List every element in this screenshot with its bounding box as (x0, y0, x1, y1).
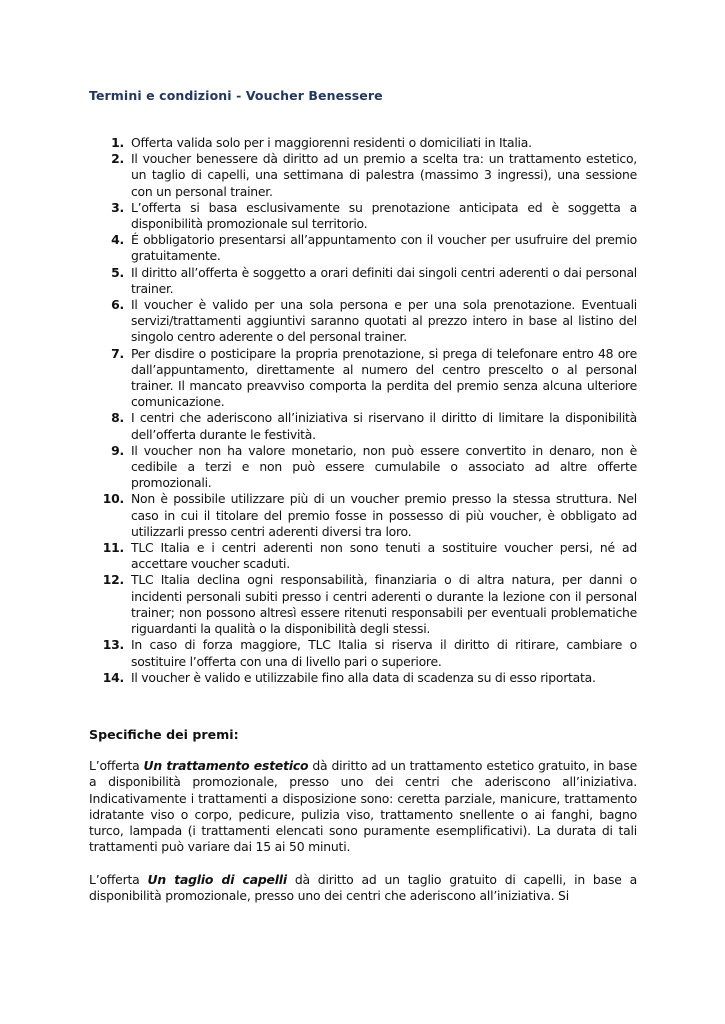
document-title: Termini e condizioni - Voucher Benessere (89, 88, 383, 103)
prizes-heading: Specifiche dei premi: (89, 727, 239, 742)
prize-description: dà diritto ad un trattamento estetico gratuito, in base a disponibilità promozionale, presso uno dei centri che aderiscono all’iniziativa. Indicativamente i trattamenti a disposizione sono: ceretta parziale, manicure, trattamento idratante viso o corpo, pedicure, pulizia viso, trattamento snellente o ai fanghi, bagno turco, lampada (i trattamenti elencati sono puramente esemplificativi). La durata di tali trattamenti può variare dai 15 ai 50 minuti. (89, 758, 637, 855)
terms-item (96, 200, 637, 232)
terms-item-number: 10. (102, 491, 124, 507)
prize-paragraph-trattamento-estetico (89, 758, 637, 856)
terms-item (96, 670, 637, 686)
prize-description: dà diritto ad un taglio gratuito di capelli, in base a disponibilità promozionale, presso uno dei centri che aderiscono all’iniziativa. Si (89, 872, 637, 904)
terms-item (96, 540, 637, 572)
terms-item-text: Non è possibile utilizzare più di un voucher premio presso la stessa struttura. Nel caso in cui il titolare del premio fosse in possesso di più voucher, è obbligato ad utilizzarli presso centri aderenti diversi tra loro. (131, 491, 637, 539)
terms-item-text: Il diritto all’offerta è soggetto a orari definiti dai singoli centri aderenti o dai personal trainer. (131, 264, 637, 296)
terms-item (96, 265, 637, 297)
terms-item-number: 1. (111, 135, 124, 150)
terms-item-number: 13. (102, 637, 124, 653)
terms-item-number: 5. (111, 264, 124, 280)
terms-item-text: Per disdire o posticipare la propria prenotazione, si prega di telefonare entro 48 ore dall’appuntamento, direttamente al numero del centro prescelto o al personal trainer. Il mancato preavviso comporta la perdita del premio senza alcuna ulteriore comunicazione. (131, 345, 637, 410)
terms-item (96, 491, 637, 540)
terms-item-number: 11. (102, 540, 124, 556)
terms-item-number: 9. (111, 442, 124, 458)
terms-item-text: TLC Italia e i centri aderenti non sono tenuti a sostituire voucher persi, né ad accettare voucher scaduti. (131, 540, 637, 572)
prize-prefix: L’offerta (89, 872, 148, 887)
terms-item-text: Il voucher è valido per una sola persona e per una sola prenotazione. Eventuali servizi/trattamenti aggiuntivi saranno quotati al prezzo intero in base al listino del singolo centro aderente o del personal trainer. (131, 297, 637, 345)
terms-item (96, 637, 637, 669)
terms-item-text: TLC Italia declina ogni responsabilità, finanziaria o di altra natura, per danni o incidenti personali subiti presso i centri aderenti o durante la lezione con il personal trainer; non possono altresì essere ritenuti responsabili per eventuali problematiche riguardanti la qualità o la disponibilità degli stessi. (131, 572, 637, 637)
terms-item-text: Il voucher benessere dà diritto ad un premio a scelta tra: un trattamento estetico, un taglio di capelli, una settimana di palestra (massimo 3 ingressi), una sessione con un personal trainer. (131, 151, 637, 199)
terms-item-text: Il voucher è valido e utilizzabile fino alla data di scadenza su di esso riportata. (131, 669, 596, 685)
terms-item-text: É obbligatorio presentarsi all’appuntamento con il voucher per usufruire del premio gratuitamente. (131, 232, 637, 264)
terms-item-number: 6. (111, 297, 124, 313)
terms-item-text: In caso di forza maggiore, TLC Italia si riserva il diritto di ritirare, cambiare o sostituire l’offerta con una di livello pari o superiore. (131, 637, 637, 669)
terms-item-text: I centri che aderiscono all’iniziativa si riservano il diritto di limitare la disponibilità dell’offerta durante le festività. (131, 410, 637, 442)
terms-list (96, 135, 637, 686)
terms-item-text: L’offerta si basa esclusivamente su prenotazione anticipata ed è soggetta a disponibilità promozionale sul territorio. (131, 199, 637, 232)
terms-item-number: 2. (111, 151, 124, 167)
terms-item (96, 232, 637, 264)
terms-item (96, 135, 637, 151)
terms-item (96, 572, 637, 637)
terms-item (96, 410, 637, 442)
terms-item-text: Il voucher non ha valore monetario, non può essere convertito in denaro, non è cedibile a terzi e non può essere cumulabile o associato ad altre offerte promozionali. (131, 442, 637, 491)
terms-item-number: 8. (111, 410, 124, 426)
terms-item-number: 3. (111, 199, 124, 215)
prize-paragraph-taglio-capelli (89, 872, 637, 905)
terms-item-number: 14. (102, 669, 124, 685)
prize-prefix: L’offerta (89, 758, 144, 773)
terms-item-number: 4. (111, 232, 124, 248)
terms-item-number: 7. (111, 345, 124, 361)
terms-item (96, 443, 637, 492)
prize-name: Un taglio di capelli (147, 872, 287, 887)
prize-name: Un trattamento estetico (143, 758, 309, 773)
terms-item-number: 12. (102, 572, 124, 588)
terms-item (96, 346, 637, 411)
terms-item (96, 297, 637, 346)
terms-item-text: Offerta valida solo per i maggiorenni residenti o domiciliati in Italia. (131, 135, 532, 150)
terms-item (96, 151, 637, 200)
